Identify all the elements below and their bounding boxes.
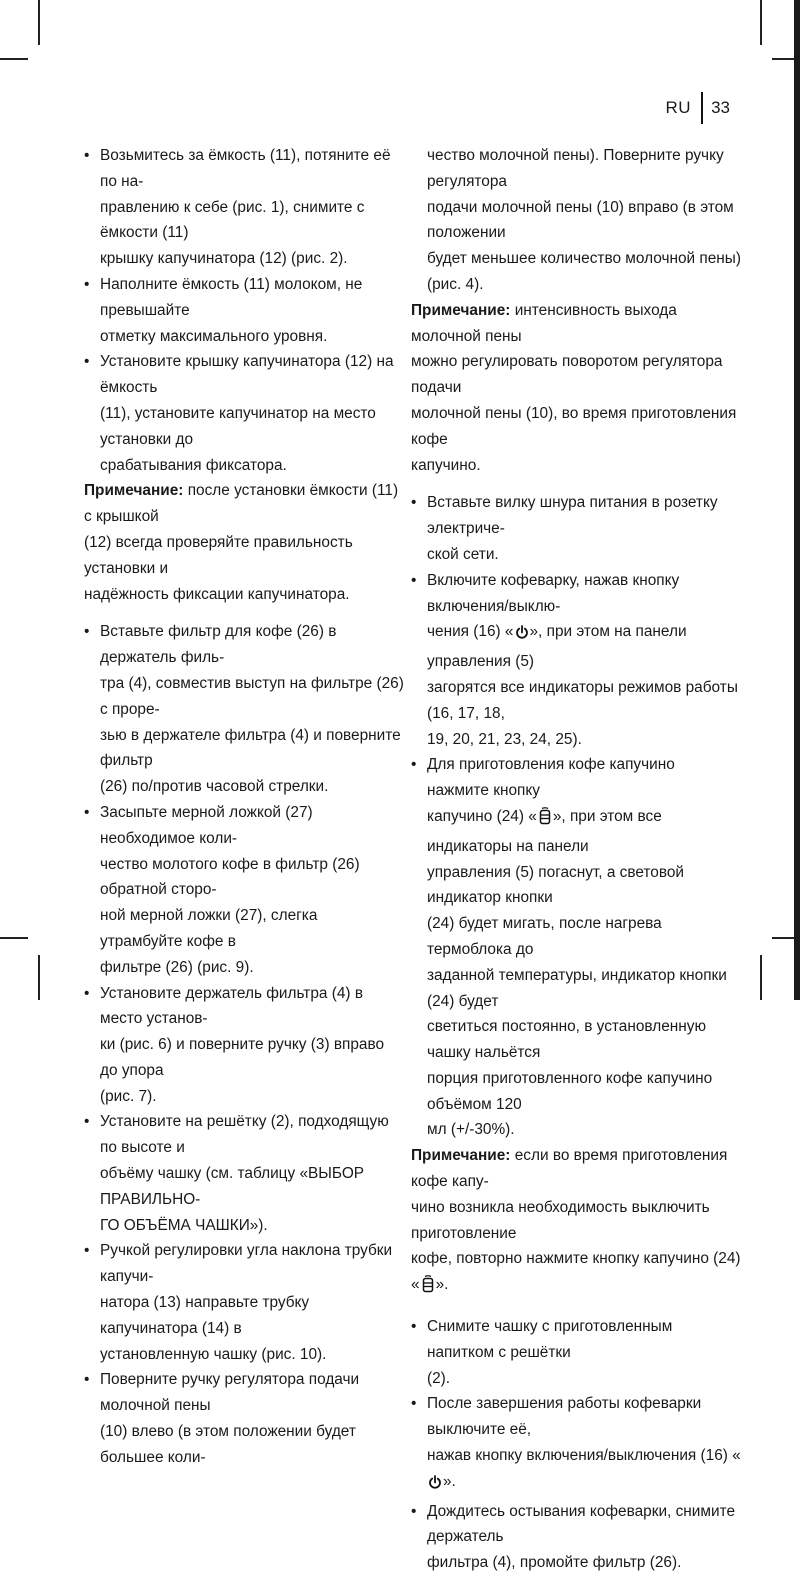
- bullet-item: [411, 1314, 741, 1391]
- text-line: фильтра (4), промойте фильтр (26).: [427, 1554, 682, 1572]
- text-line: если во время приготовления кофе капу-: [411, 1147, 728, 1191]
- bullet-item: [411, 1499, 741, 1576]
- note-label: Примечание:: [411, 301, 511, 319]
- bullet-item: [411, 490, 741, 567]
- note-label: Примечание:: [84, 482, 184, 500]
- text-line: натора (13) направьте трубку капучинатора (14) в: [100, 1294, 310, 1337]
- cappuccino-cup-icon: [538, 807, 552, 834]
- text-line: • Включите кофеварку, нажав кнопку включения/выклю-: [427, 571, 680, 615]
- crop-mark: [760, 0, 762, 45]
- note-paragraph: [84, 478, 404, 607]
- crop-mark: [0, 937, 28, 939]
- text-line: чество молотого кофе в фильтр (26) обратной сторо-: [100, 855, 360, 899]
- continued-paragraph: [411, 143, 741, 298]
- bullet-item: [84, 272, 404, 349]
- text-line: объёму чашку (см. таблицу «ВЫБОР ПРАВИЛЬНО-: [100, 1165, 365, 1208]
- bullet-item: [84, 800, 404, 981]
- text-line: • Для приготовления кофе капучино нажмите кнопку: [427, 756, 675, 800]
- text-line: », при этом все индикаторы на панели: [427, 807, 662, 855]
- bullet-item: [84, 1367, 404, 1470]
- text-line: тра (4), совместив выступ на фильтре (26) с проре-: [100, 674, 404, 718]
- left-column: [84, 143, 404, 1471]
- text-line: правлению к себе (рис. 1), снимите с ёмкости (11): [100, 198, 365, 242]
- crop-mark: [772, 58, 794, 60]
- text-line: фильтре (26) (рис. 9).: [100, 958, 254, 976]
- text-line: капучино (24) «: [427, 807, 537, 825]
- text-line: загорятся все индикаторы режимов работы (16, 17, 18,: [427, 678, 738, 722]
- text-line: • Установите на решётку (2), подходящую по высоте и: [100, 1113, 389, 1157]
- text-line: светиться постоянно, в установленную чашку нальётся: [427, 1018, 706, 1062]
- text-line: зью в держателе фильтра (4) и поверните фильтр: [100, 726, 401, 770]
- note-paragraph: [411, 298, 741, 479]
- text-line: • Установите крышку капучинатора (12) на ёмкость: [100, 353, 394, 397]
- text-line: будет меньшее количество молочной пены) (рис. 4).: [427, 250, 741, 293]
- note-paragraph: [411, 1143, 741, 1302]
- text-line: », при этом на панели управления (5): [427, 623, 687, 671]
- text-line: • Установите держатель фильтра (4) в место установ-: [100, 984, 363, 1028]
- crop-mark: [38, 0, 40, 45]
- text-line: молочной пены (10), во время приготовления кофе: [411, 404, 737, 448]
- language-code: RU: [665, 98, 692, 117]
- text-line: (2).: [427, 1369, 451, 1387]
- text-line: крышку капучинатора (12) (рис. 2).: [100, 250, 348, 268]
- right-column: [411, 143, 741, 1576]
- text-line: ки (рис. 6) и поверните ручку (3) вправо до упора: [100, 1036, 385, 1079]
- page-number: 33: [711, 98, 730, 117]
- text-line: чество молочной пены). Поверните ручку регулятора: [427, 147, 724, 190]
- bullet-item: [84, 349, 404, 478]
- text-line: • Засыпьте мерной ложкой (27) необходимое коли-: [100, 803, 313, 847]
- text-line: капучино.: [411, 456, 481, 474]
- bullet-item: [411, 752, 741, 1143]
- bullet-item: [84, 619, 404, 800]
- text-line: • Возьмитесь за ёмкость (11), потяните её по на-: [100, 147, 391, 190]
- text-line: надёжность фиксации капучинатора.: [84, 585, 350, 603]
- bullet-item: [84, 1238, 404, 1367]
- text-line: (26) по/против часовой стрелки.: [100, 778, 329, 796]
- text-line: подачи молочной пены (10) вправо (в этом положении: [427, 198, 734, 242]
- text-line: • Дождитесь остывания кофеварки, снимите держатель: [427, 1502, 736, 1546]
- text-line: 19, 20, 21, 23, 24, 25).: [427, 730, 582, 748]
- text-line: чино возникла необходимость выключить приготовление: [411, 1198, 710, 1242]
- text-line: (10) влево (в этом положении будет большее коли-: [100, 1423, 356, 1466]
- note-label: Примечание:: [411, 1147, 511, 1165]
- text-line: (рис. 7).: [100, 1087, 157, 1105]
- text-line: ной мерной ложки (27), слегка утрамбуйте кофе в: [100, 907, 318, 950]
- page-header: [666, 92, 730, 124]
- bullet-item: [411, 1391, 741, 1498]
- crop-mark: [772, 937, 794, 939]
- page-edge-band: [794, 0, 800, 1000]
- text-line: ».: [435, 1276, 449, 1294]
- text-line: интенсивность выхода молочной пены: [411, 301, 677, 345]
- text-line: • Наполните ёмкость (11) молоком, не превышайте: [100, 275, 363, 319]
- crop-mark: [0, 58, 28, 60]
- text-line: заданной температуры, индикатор кнопки (24) будет: [427, 966, 727, 1010]
- power-icon: [428, 1473, 442, 1499]
- text-line: можно регулировать поворотом регулятора подачи: [411, 353, 723, 397]
- bullet-item: [411, 568, 741, 753]
- text-line: мл (+/-30%).: [427, 1121, 515, 1139]
- text-line: после установки ёмкости (11) с крышкой: [84, 482, 399, 526]
- text-line: установленную чашку (рис. 10).: [100, 1345, 327, 1363]
- text-line: • Снимите чашку с приготовленным напитком с решётки: [427, 1318, 673, 1361]
- text-line: чения (16) «: [427, 623, 514, 641]
- text-line: ».: [443, 1472, 456, 1490]
- crop-mark: [760, 955, 762, 1000]
- crop-mark: [38, 955, 40, 1000]
- text-line: срабатывания фиксатора.: [100, 456, 287, 474]
- text-line: • Вставьте фильтр для кофе (26) в держатель филь-: [100, 623, 337, 667]
- text-line: • После завершения работы кофеварки выключите её,: [427, 1395, 702, 1439]
- header-divider: [701, 92, 703, 124]
- power-icon: [515, 623, 529, 649]
- bullet-item: [84, 143, 404, 272]
- text-line: отметку максимального уровня.: [100, 327, 328, 345]
- text-line: ГО ОБЪЁМА ЧАШКИ»).: [100, 1216, 268, 1234]
- bullet-item: [84, 1109, 404, 1238]
- text-line: порция приготовленного кофе капучино объёмом 120: [427, 1069, 713, 1113]
- text-line: • Ручкой регулировки угла наклона трубки капучи-: [100, 1242, 393, 1286]
- text-line: управления (5) погаснут, а световой индикатор кнопки: [427, 863, 684, 907]
- text-line: нажав кнопку включения/выключения (16) «: [427, 1447, 741, 1465]
- text-line: ской сети.: [427, 545, 499, 563]
- text-line: (11), установите капучинатор на место установки до: [100, 404, 376, 448]
- text-line: • Поверните ручку регулятора подачи молочной пены: [100, 1371, 360, 1415]
- text-line: кофе, повторно нажмите кнопку капучино (24) «: [411, 1250, 741, 1294]
- text-line: (24) будет мигать, после нагрева термоблока до: [427, 915, 662, 958]
- text-line: (12) всегда проверяйте правильность установки и: [84, 533, 353, 577]
- text-line: • Вставьте вилку шнура питания в розетку электриче-: [427, 494, 718, 538]
- cappuccino-cup-icon: [421, 1275, 435, 1302]
